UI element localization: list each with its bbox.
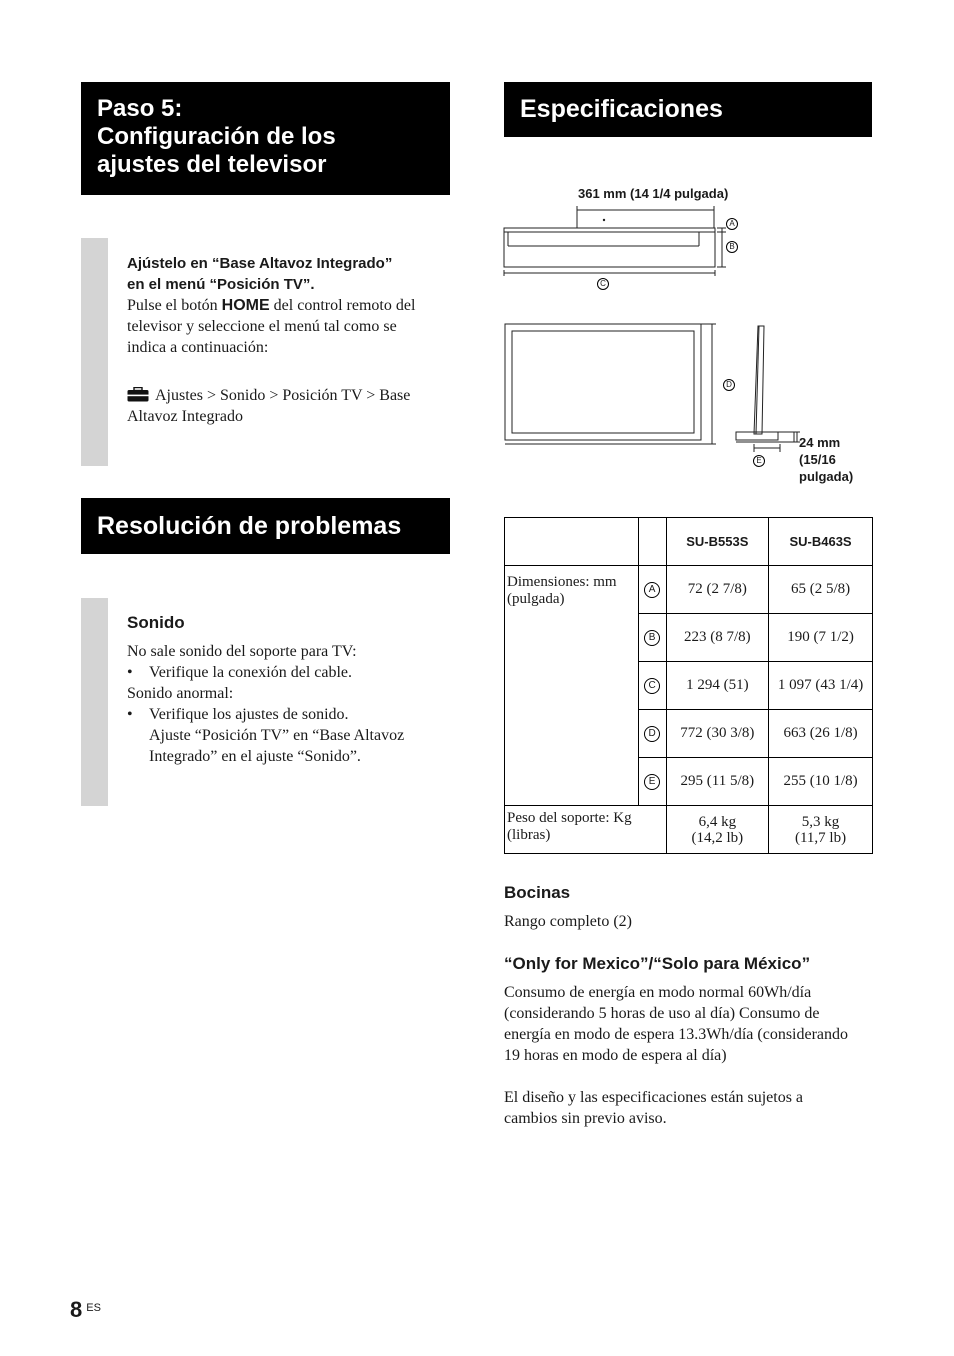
marker-badge: B [644,630,660,646]
step-banner [81,82,450,195]
page-footer [70,1297,101,1323]
weight-cell [666,806,769,854]
marker-badge: E [644,774,660,790]
troubleshoot-title: Resolución de problemas [97,512,402,540]
stand-top-view [504,206,726,276]
marker-badge: C [644,678,660,694]
mexico-line4: 19 horas en modo de espera al día) [504,1047,727,1064]
mexico-line2: (considerando 5 horas de uso al día) Consumo de [504,1005,820,1022]
value-cell: 255 (10 1/8) [769,758,873,806]
weight-label-line2: (libras) [507,827,551,843]
tv-side-view [736,326,800,452]
value-cell: 223 (8 7/8) [666,614,769,662]
setup-text-line1 [127,295,447,316]
marker-b: B [726,241,738,253]
weight-label-line1: Peso del soporte: Kg [507,810,632,826]
marker-cell [638,710,666,758]
home-button-label: HOME [221,297,270,314]
bullet-dot: • [127,664,133,681]
bullet-dot: • [127,706,133,723]
table-row [505,566,873,614]
sound-bullet2-line3: Integrado” en el ajuste “Sonido”. [149,748,361,765]
dimensions-label [505,566,639,806]
marker-cell [638,758,666,806]
table-corner-cell [505,518,639,566]
weight-label [505,806,667,854]
value-cell: 295 (11 5/8) [666,758,769,806]
value-cell: 1 097 (43 1/4) [769,662,873,710]
marker-cell [638,614,666,662]
marker-cell [638,566,666,614]
sound-line2: Sonido anormal: [127,685,234,702]
marker-d: D [723,379,735,391]
setup-heading [127,253,447,295]
table-header-row [505,518,873,566]
mexico-line3: energía en modo de espera 13.3Wh/día (considerando [504,1026,849,1043]
depth-line1: 24 mm [799,435,841,450]
setup-text-post: del control remoto del [269,297,416,314]
setup-text-line2: televisor y seleccione el menú tal como se [127,318,397,335]
setup-heading-line2: en el menú “Posición TV”. [127,276,315,293]
spec-title: Especificaciones [520,95,723,123]
dimensions-label-line2: (pulgada) [507,591,565,607]
language-code: ES [86,1302,101,1314]
weight-cell [769,806,873,854]
value-cell: 1 294 (51) [666,662,769,710]
value-cell: 663 (26 1/8) [769,710,873,758]
sound-bullet2-line2: Ajuste “Posición TV” en “Base Altavoz [149,727,405,744]
sound-bullet2 [127,704,447,767]
depth-line3: pulgada) [799,469,854,484]
step-title-line3: ajustes del televisor [97,151,327,178]
menu-path-line2: Altavoz Integrado [127,408,243,425]
model-header: SU-B553S [666,518,769,566]
weight1-line2: (14,2 lb) [691,829,744,846]
mexico-consumption [504,982,876,1066]
marker-badge: D [644,726,660,742]
weight2-line1: 5,3 kg [801,813,840,830]
sound-sidebar-bar [81,598,108,806]
depth-label [799,434,853,485]
marker-cell [638,662,666,710]
top-width-label: 361 mm (14 1/4 pulgada) [578,186,729,201]
value-cell: 72 (2 7/8) [666,566,769,614]
depth-line2: (15/16 [799,452,836,467]
value-cell: 190 (7 1/2) [769,614,873,662]
menu-path [127,385,447,427]
setup-section [127,253,447,427]
sound-heading: Sonido [127,613,185,632]
step-title-line1: Paso 5: [97,95,183,122]
weight2-line2: (11,7 lb) [794,829,847,846]
sound-line1: No sale sonido del soporte para TV: [127,643,357,660]
spec-table [504,517,873,854]
troubleshoot-banner [81,498,450,554]
sound-section [127,611,447,767]
speakers-text: Rango completo (2) [504,913,632,930]
table-row [505,806,873,854]
spec-banner [504,82,872,137]
menu-path-text1: Ajustes > Sonido > Posición TV > Base [155,387,411,404]
menu-path-line1 [127,385,447,406]
sound-content [127,641,447,767]
model-header: SU-B463S [769,518,873,566]
toolbox-icon [127,387,149,402]
weight1-line1: 6,4 kg [698,813,737,830]
dimensions-label-line1: Dimensiones: mm [507,574,617,590]
note-line2: cambios sin previo aviso. [504,1110,667,1127]
mexico-heading: “Only for Mexico”/“Solo para México” [504,954,811,973]
tv-front-view [505,324,716,444]
setup-sidebar-bar [81,238,108,466]
marker-a: A [726,218,738,230]
spec-change-note [504,1087,874,1129]
speakers-heading: Bocinas [504,883,571,902]
value-cell: 772 (30 3/8) [666,710,769,758]
table-corner-cell [638,518,666,566]
sound-bullet2-line1: Verifique los ajustes de sonido. [149,706,349,723]
step-title-line2: Configuración de los [97,123,336,150]
setup-instructions [127,295,447,358]
marker-c: C [597,278,609,290]
sound-bullet1 [127,662,447,683]
setup-text-line3: indica a continuación: [127,339,269,356]
value-cell: 65 (2 5/8) [769,566,873,614]
marker-badge: A [644,582,660,598]
marker-e: E [753,455,765,467]
sound-bullet1-text: Verifique la conexión del cable. [149,664,353,681]
page-number: 8 [70,1297,83,1322]
setup-heading-line1: Ajústelo en “Base Altavoz Integrado” [127,255,393,272]
mexico-line1: Consumo de energía en modo normal 60Wh/día [504,984,812,1001]
setup-text-pre: Pulse el botón [127,297,222,314]
note-line1: El diseño y las especificaciones están sujetos a [504,1089,804,1106]
